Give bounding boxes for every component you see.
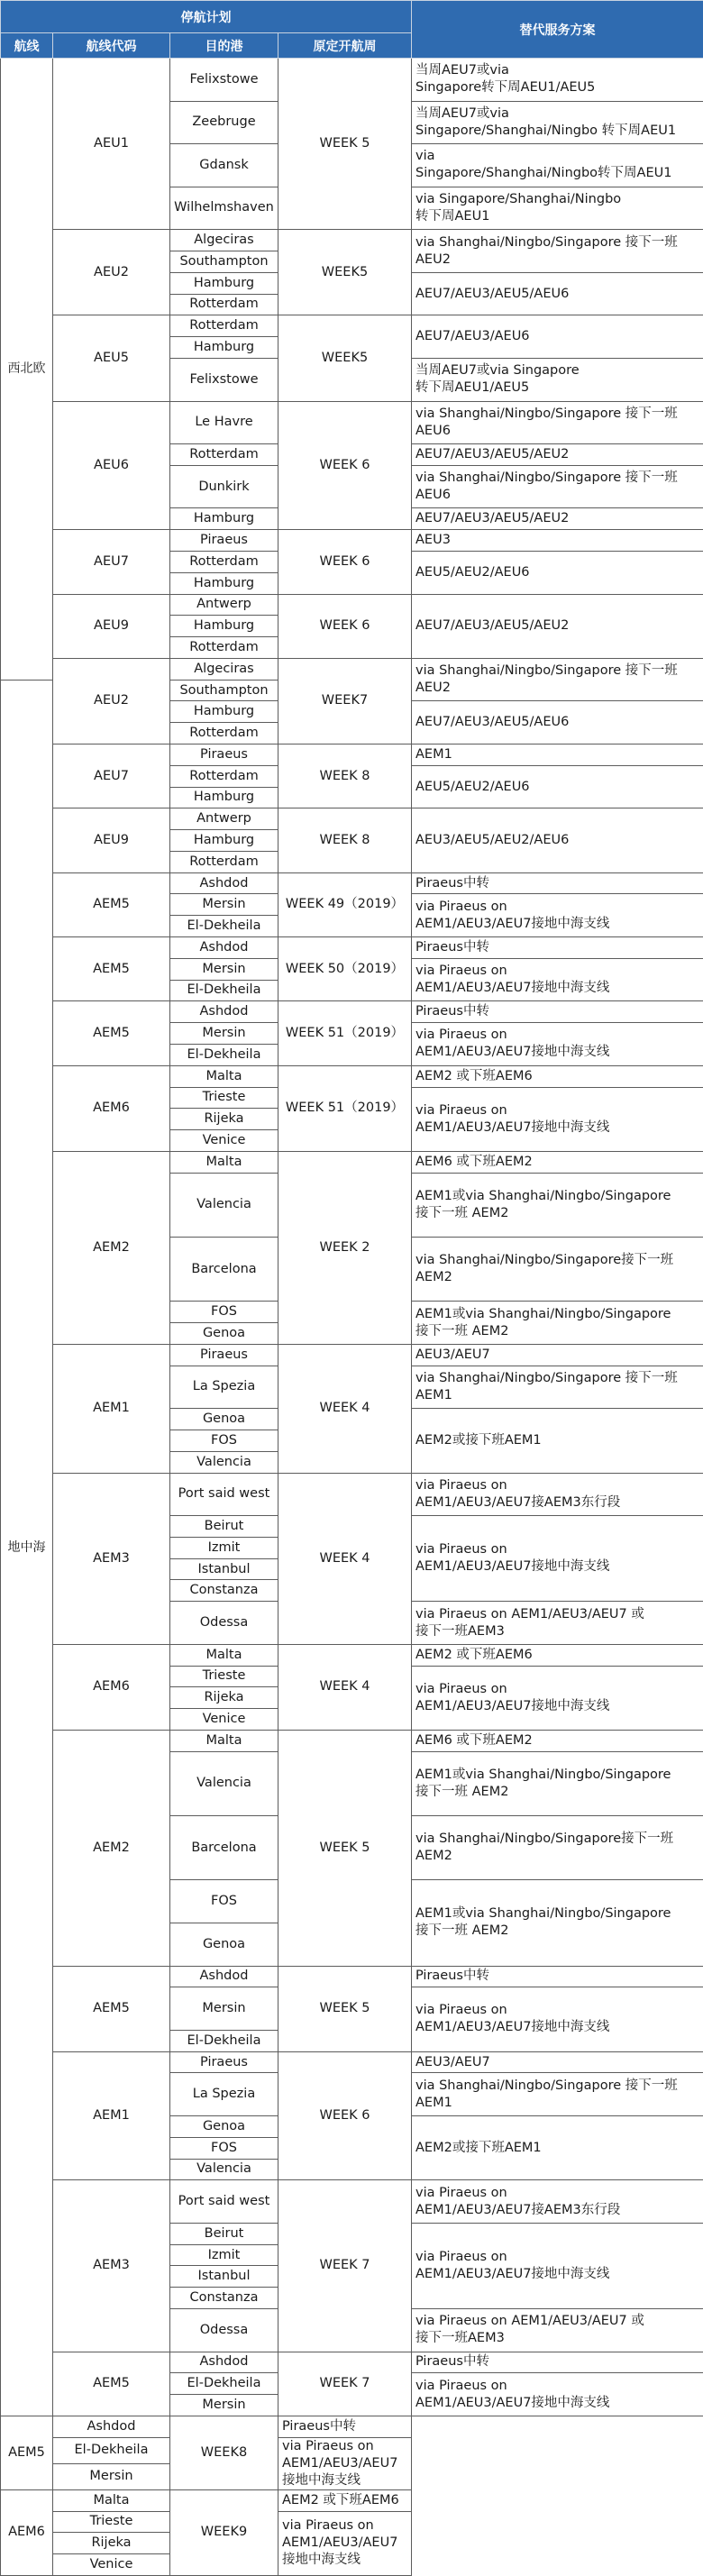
sailing-week: WEEK 6 xyxy=(278,2051,412,2180)
route-code: AEM2 xyxy=(53,1151,170,1344)
table-row xyxy=(1,2051,703,2073)
destination-port: Southampton xyxy=(170,680,278,701)
sailing-week: WEEK 4 xyxy=(278,1644,412,1730)
alternative-plan: AEU7/AEU3/AEU5/AEU2 xyxy=(412,444,703,466)
route-code: AEM2 xyxy=(53,1730,170,1966)
alternative-plan: AEU7/AEU3/AEU5/AEU2 xyxy=(412,594,703,658)
alternative-plan: Piraeus中转 xyxy=(412,872,703,894)
route-code: AEM5 xyxy=(53,872,170,936)
alternative-plan: AEU3 xyxy=(412,530,703,552)
destination-port: Malta xyxy=(170,1730,278,1751)
destination-port: Ashdod xyxy=(53,2416,170,2437)
destination-port: Rotterdam xyxy=(170,294,278,315)
destination-port: Beirut xyxy=(170,1516,278,1538)
destination-port: Venice xyxy=(53,2554,170,2576)
alternative-plan: Piraeus中转 xyxy=(412,1966,703,1987)
destination-port: Hamburg xyxy=(170,787,278,808)
header-route: 航线 xyxy=(1,33,53,59)
table-body xyxy=(1,59,703,2576)
destination-port: Hamburg xyxy=(170,337,278,359)
sailing-week: WEEK 7 xyxy=(278,2352,412,2416)
sailing-week: WEEK5 xyxy=(278,315,412,401)
destination-port: Ashdod xyxy=(170,1966,278,1987)
destination-port: Valencia xyxy=(170,1173,278,1237)
sailing-week: WEEK7 xyxy=(278,658,412,744)
destination-port: Valencia xyxy=(170,1451,278,1473)
alternative-plan: via Shanghai/Ningbo/Singapore 接下一班 AEU2 xyxy=(412,658,703,701)
alternative-plan: AEM2或接下班AEM1 xyxy=(412,2116,703,2180)
route-code: AEM5 xyxy=(53,1001,170,1065)
destination-port: Piraeus xyxy=(170,744,278,766)
destination-port: Mersin xyxy=(53,2463,170,2489)
route-code: AEU2 xyxy=(53,230,170,315)
alternative-plan: 当周AEU7或via Singapore 转下周AEU1/AEU5 xyxy=(412,358,703,401)
destination-port: Port said west xyxy=(170,1473,278,1516)
destination-port: Rijeka xyxy=(170,1109,278,1130)
header-sailing-week: 原定开航周 xyxy=(278,33,412,59)
destination-port: Barcelona xyxy=(170,1816,278,1880)
destination-port: Zeebruge xyxy=(170,101,278,144)
alternative-plan: AEM6 或下班AEM2 xyxy=(412,1730,703,1751)
destination-port: Dunkirk xyxy=(170,465,278,508)
sailing-week: WEEK9 xyxy=(170,2489,278,2575)
table-row xyxy=(1,2489,703,2511)
destination-port: Felixstowe xyxy=(170,59,278,102)
alternative-plan: Piraeus中转 xyxy=(278,2416,412,2437)
destination-port: Trieste xyxy=(170,1087,278,1109)
alternative-plan: via Piraeus on AEM1/AEU3/AEU7接地中海支线 xyxy=(412,1023,703,1066)
sailing-week: WEEK 51（2019） xyxy=(278,1001,412,1065)
region-cell: 地中海 xyxy=(1,680,53,2416)
destination-port: Hamburg xyxy=(170,508,278,530)
table-row xyxy=(1,401,703,423)
alternative-plan: AEM1或via Shanghai/Ningbo/Singapore 接下一班 AEM2 xyxy=(412,1302,703,1345)
alternative-plan: Piraeus中转 xyxy=(412,1001,703,1023)
destination-port: Ashdod xyxy=(170,872,278,894)
destination-port: Hamburg xyxy=(170,701,278,723)
destination-port: Genoa xyxy=(170,2116,278,2138)
destination-port: Malta xyxy=(53,2489,170,2511)
destination-port: Rijeka xyxy=(170,1687,278,1709)
destination-port: Barcelona xyxy=(170,1237,278,1301)
destination-port: El-Dekheila xyxy=(170,916,278,937)
sailing-week: WEEK 4 xyxy=(278,1344,412,1473)
destination-port: Algeciras xyxy=(170,658,278,680)
alternative-plan: via Piraeus on AEM1/AEU3/AEU7接地中海支线 xyxy=(412,1987,703,2051)
table-row xyxy=(1,1644,703,1666)
destination-port: Mersin xyxy=(170,958,278,980)
region-cell: 西北欧 xyxy=(1,59,53,681)
table-row xyxy=(1,1065,703,1087)
alternative-plan: AEM2或接下班AEM1 xyxy=(412,1409,703,1473)
destination-port: Southampton xyxy=(170,251,278,273)
destination-port: Algeciras xyxy=(170,230,278,251)
destination-port: El-Dekheila xyxy=(170,980,278,1001)
destination-port: FOS xyxy=(170,1302,278,1323)
table-row xyxy=(1,530,703,552)
sailing-week: WEEK 5 xyxy=(278,1966,412,2051)
destination-port: El-Dekheila xyxy=(170,2373,278,2395)
table-row xyxy=(1,59,703,80)
table-row xyxy=(1,594,703,616)
alternative-plan: via Piraeus on AEM1/AEU3/AEU7接地中海支线 xyxy=(412,2373,703,2416)
header-group-row xyxy=(1,1,703,33)
destination-port: Istanbul xyxy=(170,1558,278,1580)
route-code: AEM5 xyxy=(53,1966,170,2051)
alternative-plan: via Piraeus on AEM1/AEU3/AEU7接地中海支线 xyxy=(412,894,703,937)
route-code: AEU9 xyxy=(53,594,170,658)
alternative-plan: via Shanghai/Ningbo/Singapore 接下一班 AEM1 xyxy=(412,1366,703,1409)
table-row xyxy=(1,2180,703,2202)
destination-port: Rotterdam xyxy=(170,315,278,337)
destination-port: Malta xyxy=(170,1644,278,1666)
destination-port: Le Havre xyxy=(170,401,278,444)
destination-port: Mersin xyxy=(170,1987,278,2031)
sailing-week: WEEK 2 xyxy=(278,1151,412,1344)
destination-port: Trieste xyxy=(53,2511,170,2533)
destination-port: Beirut xyxy=(170,2223,278,2244)
alternative-plan: 当周AEU7或via Singapore转下周AEU1/AEU5 xyxy=(412,59,703,102)
destination-port: Venice xyxy=(170,1709,278,1731)
alternative-plan: via Shanghai/Ningbo/Singapore 接下一班 AEU6 xyxy=(412,465,703,508)
header-suspension-plan: 停航计划 xyxy=(1,1,412,33)
sailing-week: WEEK 5 xyxy=(278,1730,412,1966)
alternative-plan: AEM2 或下班AEM6 xyxy=(412,1644,703,1666)
alternative-plan: AEU7/AEU3/AEU5/AEU2 xyxy=(412,508,703,530)
table-row xyxy=(1,2416,703,2437)
destination-port: FOS xyxy=(170,1430,278,1452)
destination-port: Rotterdam xyxy=(170,444,278,466)
alternative-plan: Piraeus中转 xyxy=(412,2352,703,2373)
destination-port: Izmit xyxy=(170,1537,278,1558)
sailing-week: WEEK 8 xyxy=(278,808,412,872)
sailing-week: WEEK5 xyxy=(278,230,412,315)
destination-port: Rotterdam xyxy=(170,765,278,787)
sailing-week: WEEK 49（2019） xyxy=(278,872,412,936)
sailing-week: WEEK 4 xyxy=(278,1473,412,1644)
alternative-plan: via Singapore/Shanghai/Ningbo 转下周AEU1 xyxy=(412,187,703,230)
sailing-week: WEEK 51（2019） xyxy=(278,1065,412,1151)
destination-port: Istanbul xyxy=(170,2266,278,2288)
route-code: AEM1 xyxy=(53,2051,170,2180)
alternative-plan: via Piraeus on AEM1/AEU3/AEU7接地中海支线 xyxy=(412,1516,703,1602)
alternative-plan: via Piraeus on AEM1/AEU3/AEU7接AEM3东行段 xyxy=(412,2180,703,2224)
destination-port: Mersin xyxy=(170,894,278,916)
route-code: AEM5 xyxy=(53,937,170,1001)
destination-port: FOS xyxy=(170,1880,278,1923)
sailing-week: WEEK 8 xyxy=(278,744,412,808)
destination-port: Constanza xyxy=(170,2288,278,2309)
table-row xyxy=(1,315,703,337)
table-row xyxy=(1,1344,703,1366)
alternative-plan: via Piraeus on AEM1/AEU3/AEU7接地中海支线 xyxy=(412,2223,703,2308)
destination-port: El-Dekheila xyxy=(170,2030,278,2051)
destination-port: La Spezia xyxy=(170,2073,278,2116)
destination-port: Hamburg xyxy=(170,572,278,594)
alternative-plan: AEU7/AEU3/AEU6 xyxy=(412,315,703,359)
destination-port: Valencia xyxy=(170,2159,278,2180)
sailing-week: WEEK 5 xyxy=(278,59,412,230)
destination-port: Hamburg xyxy=(170,616,278,637)
route-code: AEM3 xyxy=(53,1473,170,1644)
destination-port: Hamburg xyxy=(170,830,278,852)
route-code: AEM6 xyxy=(53,1065,170,1151)
destination-port: Antwerp xyxy=(170,594,278,616)
destination-port: Valencia xyxy=(170,1751,278,1815)
table-row xyxy=(1,1966,703,1987)
alternative-plan: via Piraeus on AEM1/AEU3/AEU7接地中海支线 xyxy=(278,2511,412,2575)
destination-port: La Spezia xyxy=(170,1366,278,1409)
alternative-plan: via Shanghai/Ningbo/Singapore 接下一班 AEU2 xyxy=(412,230,703,273)
alternative-plan: via Piraeus on AEM1/AEU3/AEU7接地中海支线 xyxy=(412,958,703,1001)
route-code: AEU5 xyxy=(53,315,170,401)
sailing-week: WEEK 50（2019） xyxy=(278,937,412,1001)
destination-port: Ashdod xyxy=(170,2352,278,2373)
route-code: AEM5 xyxy=(53,2352,170,2416)
alternative-plan: via Piraeus on AEM1/AEU3/AEU7接地中海支线 xyxy=(412,1087,703,1151)
alternative-plan: via Piraeus on AEM1/AEU3/AEU7接地中海支线 xyxy=(278,2437,412,2489)
alternative-plan: AEU5/AEU2/AEU6 xyxy=(412,551,703,594)
alternative-plan: AEU3/AEU5/AEU2/AEU6 xyxy=(412,808,703,872)
alternative-plan: AEM1或via Shanghai/Ningbo/Singapore 接下一班 AEM2 xyxy=(412,1880,703,1966)
destination-port: Piraeus xyxy=(170,2051,278,2073)
destination-port: Mersin xyxy=(170,1023,278,1045)
destination-port: Odessa xyxy=(170,1602,278,1645)
alternative-plan: Piraeus中转 xyxy=(412,937,703,959)
sailing-week: WEEK 6 xyxy=(278,401,412,530)
destination-port: Piraeus xyxy=(170,1344,278,1366)
alternative-plan: via Shanghai/Ningbo/Singapore 接下一班 AEU6 xyxy=(412,401,703,444)
route-code: AEU6 xyxy=(53,401,170,530)
destination-port: Izmit xyxy=(170,2244,278,2266)
alternative-plan: via Singapore/Shanghai/Ningbo转下周AEU1 xyxy=(412,144,703,187)
destination-port: Venice xyxy=(170,1130,278,1152)
alternative-plan: AEU7/AEU3/AEU5/AEU6 xyxy=(412,272,703,315)
destination-port: Rotterdam xyxy=(170,851,278,872)
alternative-plan: AEM1 xyxy=(412,744,703,766)
alternative-plan: via Piraeus on AEM1/AEU3/AEU7 或 接下一班AEM3 xyxy=(412,1602,703,1645)
destination-port: Rijeka xyxy=(53,2533,170,2554)
alternative-plan: AEM2 或下班AEM6 xyxy=(412,1065,703,1087)
alternative-plan: AEM6 或下班AEM2 xyxy=(412,1151,703,1173)
alternative-plan: via Shanghai/Ningbo/Singapore接下一班 AEM2 xyxy=(412,1237,703,1301)
destination-port: Malta xyxy=(170,1151,278,1173)
destination-port: Ashdod xyxy=(170,1001,278,1023)
route-code: AEU9 xyxy=(53,808,170,872)
destination-port: Malta xyxy=(170,1065,278,1087)
table-row xyxy=(1,1151,703,1173)
destination-port: Odessa xyxy=(170,2309,278,2352)
alternative-plan: via Piraeus on AEM1/AEU3/AEU7接AEM3东行段 xyxy=(412,1473,703,1516)
header-destination-port: 目的港 xyxy=(170,33,278,59)
table-row xyxy=(1,2511,703,2533)
destination-port: Wilhelmshaven xyxy=(170,187,278,230)
destination-port: Trieste xyxy=(170,1666,278,1687)
route-code: AEU7 xyxy=(53,530,170,594)
table-row xyxy=(1,1473,703,1494)
destination-port: Mersin xyxy=(170,2395,278,2416)
sailing-week: WEEK 6 xyxy=(278,530,412,594)
sailing-week: WEEK8 xyxy=(170,2416,278,2489)
sailing-week: WEEK 6 xyxy=(278,594,412,658)
table-row xyxy=(1,2352,703,2373)
alternative-plan: AEU5/AEU2/AEU6 xyxy=(412,765,703,808)
destination-port: Genoa xyxy=(170,1923,278,1966)
route-code: AEU2 xyxy=(53,658,170,744)
table-row xyxy=(1,1730,703,1751)
table-row xyxy=(1,872,703,894)
route-code: AEM1 xyxy=(53,1344,170,1473)
table-row xyxy=(1,1001,703,1023)
table-row xyxy=(1,744,703,766)
destination-port: Port said west xyxy=(170,2180,278,2224)
destination-port: Piraeus xyxy=(170,530,278,552)
table-row xyxy=(1,230,703,251)
alternative-plan: AEU3/AEU7 xyxy=(412,2051,703,2073)
alternative-plan: 当周AEU7或via Singapore/Shanghai/Ningbo 转下周AEU1 xyxy=(412,101,703,144)
destination-port: Felixstowe xyxy=(170,358,278,401)
route-code: AEU7 xyxy=(53,744,170,808)
destination-port: Constanza xyxy=(170,1580,278,1602)
destination-port: Antwerp xyxy=(170,808,278,830)
destination-port: Genoa xyxy=(170,1323,278,1345)
destination-port: Rotterdam xyxy=(170,723,278,744)
alternative-plan: AEU7/AEU3/AEU5/AEU6 xyxy=(412,701,703,744)
table-row xyxy=(1,808,703,830)
alternative-plan: via Shanghai/Ningbo/Singapore 接下一班 AEM1 xyxy=(412,2073,703,2116)
route-code: AEU1 xyxy=(53,59,170,230)
alternative-plan: via Shanghai/Ningbo/Singapore接下一班 AEM2 xyxy=(412,1816,703,1880)
header-alternative-service: 替代服务方案 xyxy=(412,1,703,59)
alternative-plan: via Piraeus on AEM1/AEU3/AEU7接地中海支线 xyxy=(412,1666,703,1730)
alternative-plan: AEM2 或下班AEM6 xyxy=(278,2489,412,2511)
destination-port: El-Dekheila xyxy=(53,2437,170,2463)
destination-port: Gdansk xyxy=(170,144,278,187)
destination-port: Rotterdam xyxy=(170,637,278,659)
alternative-plan: AEM1或via Shanghai/Ningbo/Singapore 接下一班 AEM2 xyxy=(412,1751,703,1815)
alternative-plan: AEU3/AEU7 xyxy=(412,1344,703,1366)
alternative-plan: AEM1或via Shanghai/Ningbo/Singapore 接下一班 AEM2 xyxy=(412,1173,703,1237)
route-code: AEM6 xyxy=(53,1644,170,1730)
destination-port: El-Dekheila xyxy=(170,1044,278,1065)
table-row xyxy=(1,937,703,959)
destination-port: Rotterdam xyxy=(170,551,278,572)
destination-port: Genoa xyxy=(170,1409,278,1430)
route-code: AEM3 xyxy=(53,2180,170,2352)
table-row xyxy=(1,658,703,680)
destination-port: FOS xyxy=(170,2137,278,2159)
header-route-code: 航线代码 xyxy=(53,33,170,59)
sailing-week: WEEK 7 xyxy=(278,2180,412,2352)
destination-port: Ashdod xyxy=(170,937,278,959)
table-row xyxy=(1,2437,703,2463)
route-code: AEM5 xyxy=(1,2416,53,2489)
destination-port: Hamburg xyxy=(170,272,278,294)
route-code: AEM6 xyxy=(1,2489,53,2575)
alternative-plan: via Piraeus on AEM1/AEU3/AEU7 或 接下一班AEM3 xyxy=(412,2309,703,2352)
